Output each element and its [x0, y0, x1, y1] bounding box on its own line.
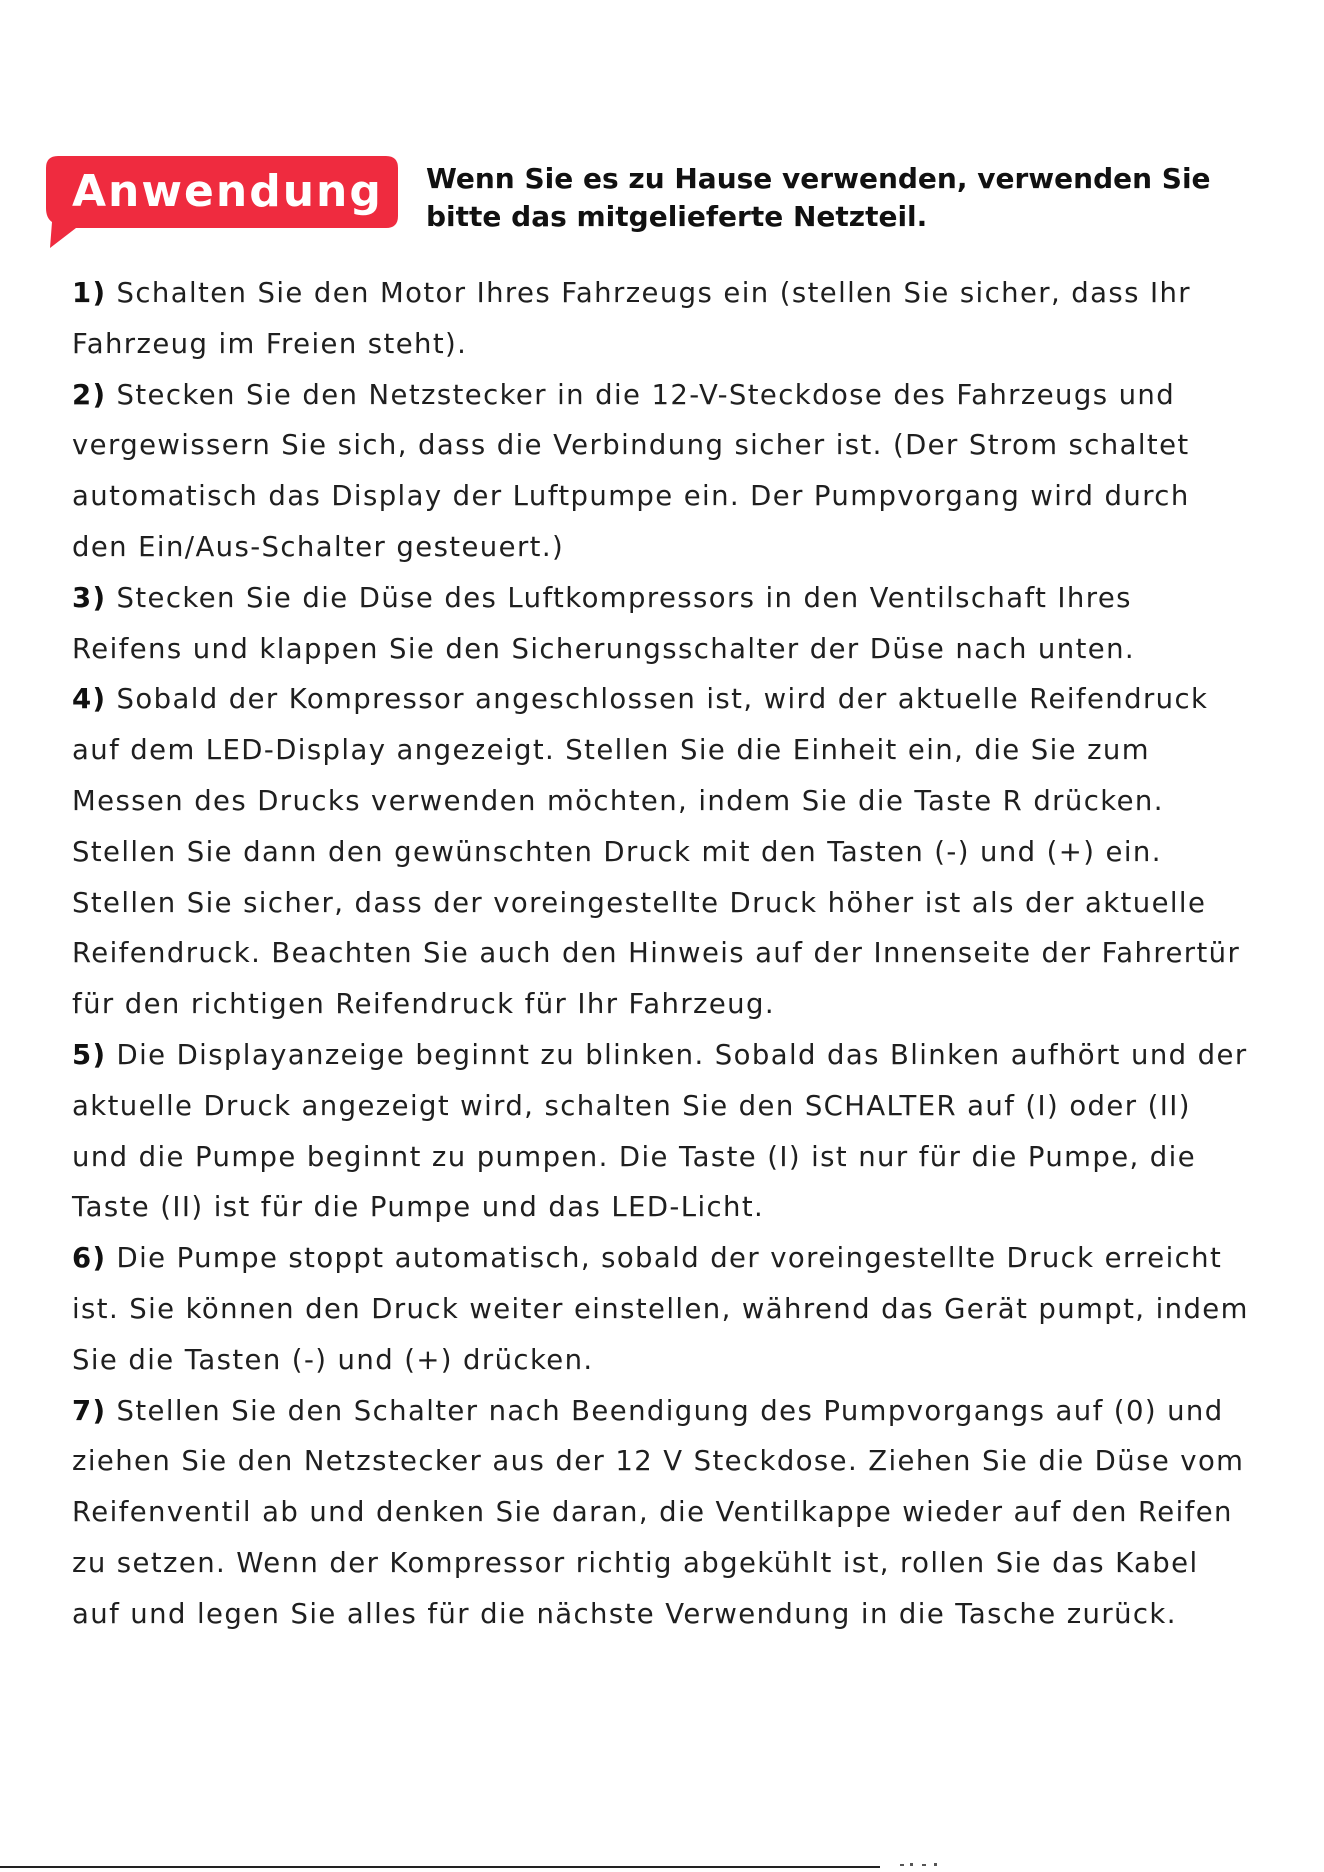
step-number: 5) [72, 1038, 107, 1071]
step-text: Sobald der Kompressor angeschlossen ist, wird der aktuelle Reifendruck auf dem LED-Display angezeigt. Stellen Sie die Einheit ein, die Sie zum Messen des Drucks verwenden möchten, indem Sie die Taste R drücken. Stellen Sie dann den gewünschten Druck mit den Tasten (-) und (+) ein. Stellen Sie sicher, dass der voreingestellte Druck höher ist als der aktuelle Reifendruck. Beachten Sie auch den Hinweis auf der Innenseite der Fahrertür für den richtigen Reifendruck für Ihr Fahrzeug. [72, 683, 1241, 1021]
step-text: Die Displayanzeige beginnt zu blinken. Sobald das Blinken aufhört und der aktuelle Druck angezeigt wird, schalten Sie den SCHALTER auf (I) oder (II) und die Pumpe beginnt zu pumpen. Die Taste (I) ist nur für die Pumpe, die Taste (II) ist für die Pumpe und das LED-Licht. [72, 1038, 1248, 1224]
step-text: Die Pumpe stoppt automatisch, sobald der voreingestellte Druck erreicht ist. Sie können den Druck weiter einstellen, während das Gerät pumpt, indem Sie die Tasten (-) und (+) drücken. [72, 1242, 1249, 1376]
step-text: Schalten Sie den Motor Ihres Fahrzeugs ein (stellen Sie sicher, dass Ihr Fahrzeug im Freien steht). [72, 277, 1192, 360]
footer-marks [898, 1859, 958, 1869]
step-item [72, 1233, 1252, 1385]
step-item [72, 1030, 1252, 1233]
footer-divider [0, 1866, 880, 1868]
step-text: Stecken Sie den Netzstecker in die 12-V-Steckdose des Fahrzeugs und vergewissern Sie sich, dass die Verbindung sicher ist. (Der Strom schaltet automatisch das Display der Luftpumpe ein. Der Pumpvorgang wird durch den Ein/Aus-Schalter gesteuert.) [72, 378, 1190, 563]
step-number: 7) [72, 1394, 107, 1427]
section-tag [46, 156, 398, 228]
tag-label: Anwendung [72, 166, 383, 217]
header-note: Wenn Sie es zu Hause verwenden, verwenden Sie bitte das mitgelieferte Netzteil. [426, 162, 1211, 233]
step-text: Stellen Sie den Schalter nach Beendigung des Pumpvorgangs auf (0) und ziehen Sie den Netzstecker aus der 12 V Steckdose. Ziehen Sie die Düse vom Reifenventil ab und denken Sie daran, die Ventilkappe wieder auf den Reifen zu setzen. Wenn der Kompressor richtig abgekühlt ist, rollen Sie das Kabel auf und legen Sie alles für die nächste Verwendung in die Tasche zurück. [72, 1394, 1245, 1630]
step-item [72, 674, 1252, 1030]
step-item [72, 268, 1252, 370]
step-number: 3) [72, 581, 107, 614]
instruction-steps [72, 268, 1252, 1640]
step-item [72, 1386, 1252, 1640]
section-header [46, 156, 1286, 248]
step-item [72, 573, 1252, 675]
step-item [72, 370, 1252, 573]
step-number: 6) [72, 1242, 107, 1275]
step-number: 4) [72, 683, 107, 716]
step-number: 2) [72, 378, 107, 411]
step-number: 1) [72, 277, 107, 309]
step-text: Stecken Sie die Düse des Luftkompressors in den Ventilschaft Ihres Reifens und klappen Sie den Sicherungsschalter der Düse nach unten. [72, 581, 1136, 665]
